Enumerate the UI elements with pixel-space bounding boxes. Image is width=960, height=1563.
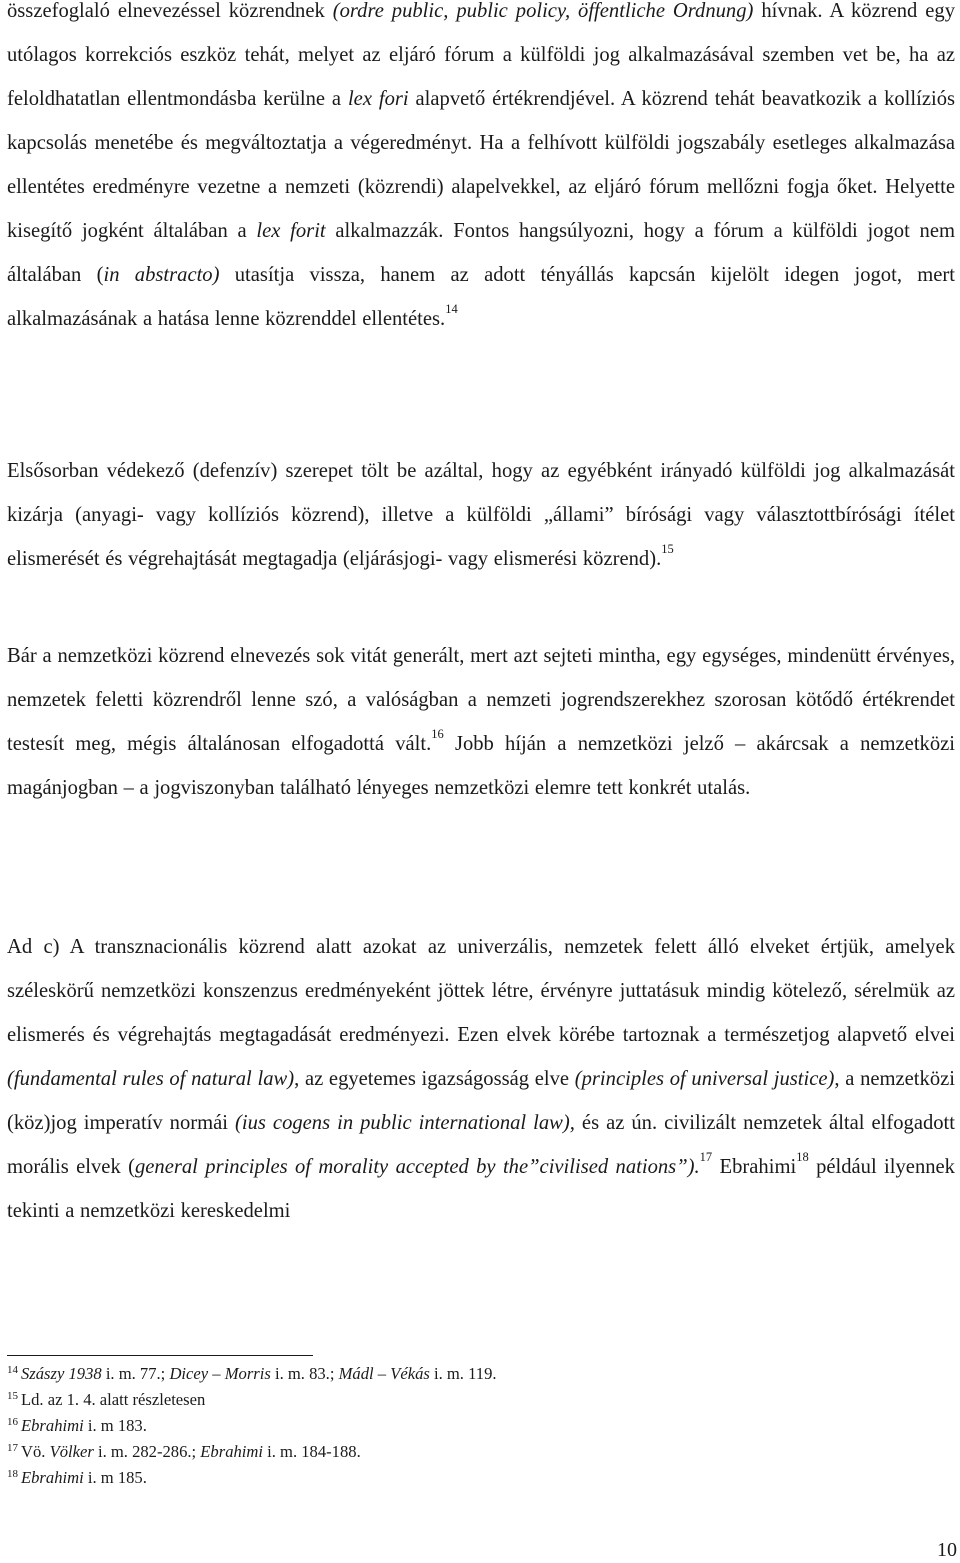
text-run: alkalmazzák. Fontos hangsúlyozni, hogy a fórum a külföldi jogot nem általában ( bbox=[7, 220, 955, 286]
text-run: hívnak. A közrend egy utólagos korrekciós eszköz tehát, melyet az eljáró fórum a külföldi jog alkalmazásával szemben vet be, ha az feloldhatatlan ellentmondásba kerülne a bbox=[7, 0, 956, 110]
body-paragraph-2 bbox=[7, 449, 955, 581]
italic-text-run: (principles of universal justice) bbox=[574, 1068, 835, 1090]
footnote-italic-text: Mádl – Vékás bbox=[338, 1364, 430, 1383]
italic-text-run: lex forit bbox=[256, 220, 326, 242]
body-paragraph-1 bbox=[7, 0, 955, 341]
footnotes-section bbox=[7, 1362, 907, 1492]
footnote-text: Vö. bbox=[21, 1442, 50, 1461]
text-run: , a nemzetközi (köz)jog imperatív normái bbox=[7, 1068, 955, 1134]
footnote-text: i. m 183. bbox=[83, 1416, 147, 1435]
text-run: Elsősorban védekező (defenzív) szerepet tölt be azáltal, hogy az egyébként irányadó külföldi jog alkalmazását kizárja (anyagi- vagy kollíziós közrend), illetve a külföldi „állami” bírósági vagy választottbírósági ítélet elismerését és végrehajtását megtagadja (eljárásjogi- vagy elismerési közrend). bbox=[7, 460, 955, 570]
footnote-18 bbox=[7, 1466, 907, 1492]
footnote-italic-text: Ebrahimi bbox=[200, 1442, 263, 1461]
text-run: összefoglaló elnevezéssel közrendnek bbox=[7, 0, 333, 22]
footnote-number: 16 bbox=[7, 1416, 18, 1428]
footnote-text: i. m. 282-286.; bbox=[93, 1442, 201, 1461]
body-paragraph-3 bbox=[7, 634, 955, 810]
text-run: Jobb híján a nemzetközi jelző – akárcsak a nemzetközi magánjogban – a jogviszonyban található lényeges nemzetközi elemre tett konkrét utalás. bbox=[7, 733, 956, 799]
footnote-reference: 15 bbox=[661, 542, 674, 557]
footnote-reference: 18 bbox=[796, 1150, 809, 1165]
italic-text-run: in abstracto) bbox=[103, 264, 220, 286]
footnote-reference: 16 bbox=[431, 727, 444, 742]
text-run: alapvető értékrendjével. A közrend tehát beavatkozik a kollíziós kapcsolás menetébe és megváltoztatja a végeredményt. Ha a felhívott külföldi jogszabály esetleges alkalmazása ellentétes eredményre vezetne a nemzeti (közrendi) alapelvekkel, az eljáró fórum mellőzni fogja őket. Helyette kisegítő jogként általában a bbox=[7, 88, 956, 242]
text-run: utasítja vissza, hanem az adott tényállás kapcsán kijelölt idegen jogot, mert alkalmazásának a hatása lenne közrenddel ellentétes. bbox=[7, 264, 956, 330]
page-number: 10 bbox=[937, 1539, 957, 1561]
footnote-16 bbox=[7, 1414, 907, 1440]
text-run: például ilyennek tekinti a nemzetközi kereskedelmi bbox=[7, 1156, 955, 1222]
italic-text-run: (ius cogens in public international law), bbox=[235, 1112, 575, 1134]
footnote-number: 18 bbox=[7, 1468, 18, 1480]
footnote-number: 14 bbox=[7, 1364, 18, 1376]
footnote-text: i. m. 77.; bbox=[101, 1364, 170, 1383]
italic-text-run: general principles of morality accepted by the”civilised nations”). bbox=[134, 1156, 700, 1178]
footnote-text: i. m. 119. bbox=[429, 1364, 497, 1383]
text-run: Bár a nemzetközi közrend elnevezés sok vitát generált, mert azt sejteti mintha, egy egységes, mindenütt érvényes, nemzetek feletti közrendről lenne szó, a valóságban a nemzeti jogrendszerekhez szorosan kötődő értékrendet testesít meg, mégis általánosan elfogadottá vált. bbox=[7, 645, 955, 755]
italic-text-run: lex fori bbox=[347, 88, 409, 110]
footnote-number: 17 bbox=[7, 1442, 18, 1454]
footnote-15 bbox=[7, 1388, 907, 1414]
italic-text-run: (ordre public, public policy, öffentliche Ordnung) bbox=[332, 0, 754, 22]
footnote-text: i. m 185. bbox=[83, 1468, 147, 1487]
footnote-number: 15 bbox=[7, 1390, 18, 1402]
footnote-17 bbox=[7, 1440, 907, 1466]
text-run: és az ún. civilizált nemzetek által elfogadott morális elvek ( bbox=[7, 1112, 955, 1178]
footnote-italic-text: Ebrahimi bbox=[21, 1468, 84, 1487]
italic-text-run: (fundamental rules of natural law) bbox=[7, 1068, 295, 1090]
footnote-italic-text: Dicey – Morris bbox=[169, 1364, 271, 1383]
footnote-text: i. m. 184-188. bbox=[263, 1442, 361, 1461]
footnote-14 bbox=[7, 1362, 907, 1388]
text-run: Ebrahimi bbox=[712, 1156, 797, 1178]
body-paragraph-4 bbox=[7, 925, 955, 1233]
footnote-reference: 17 bbox=[699, 1150, 713, 1165]
text-run: Ad c) A transznacionális közrend alatt azokat az univerzális, nemzetek felett álló elveket értjük, amelyek széleskörű nemzetközi konszenzus eredményeként jöttek létre, érvényre juttatásuk mindig kötelező, sérelmük az elismerés és végrehajtás megtagadását eredményezi. Ezen elvek körébe tartoznak a természetjog alapvető elvei bbox=[7, 936, 955, 1046]
footnote-italic-text: Völker bbox=[49, 1442, 94, 1461]
footnote-italic-text: Szászy 1938 bbox=[21, 1364, 102, 1383]
footnote-reference: 14 bbox=[445, 302, 458, 317]
footnote-text: Ld. az 1. 4. alatt részletesen bbox=[21, 1390, 206, 1409]
footnote-italic-text: Ebrahimi bbox=[21, 1416, 84, 1435]
footnote-separator bbox=[7, 1355, 313, 1356]
text-run: , az egyetemes igazságosság elve bbox=[294, 1068, 575, 1090]
footnote-text: i. m. 83.; bbox=[270, 1364, 339, 1383]
